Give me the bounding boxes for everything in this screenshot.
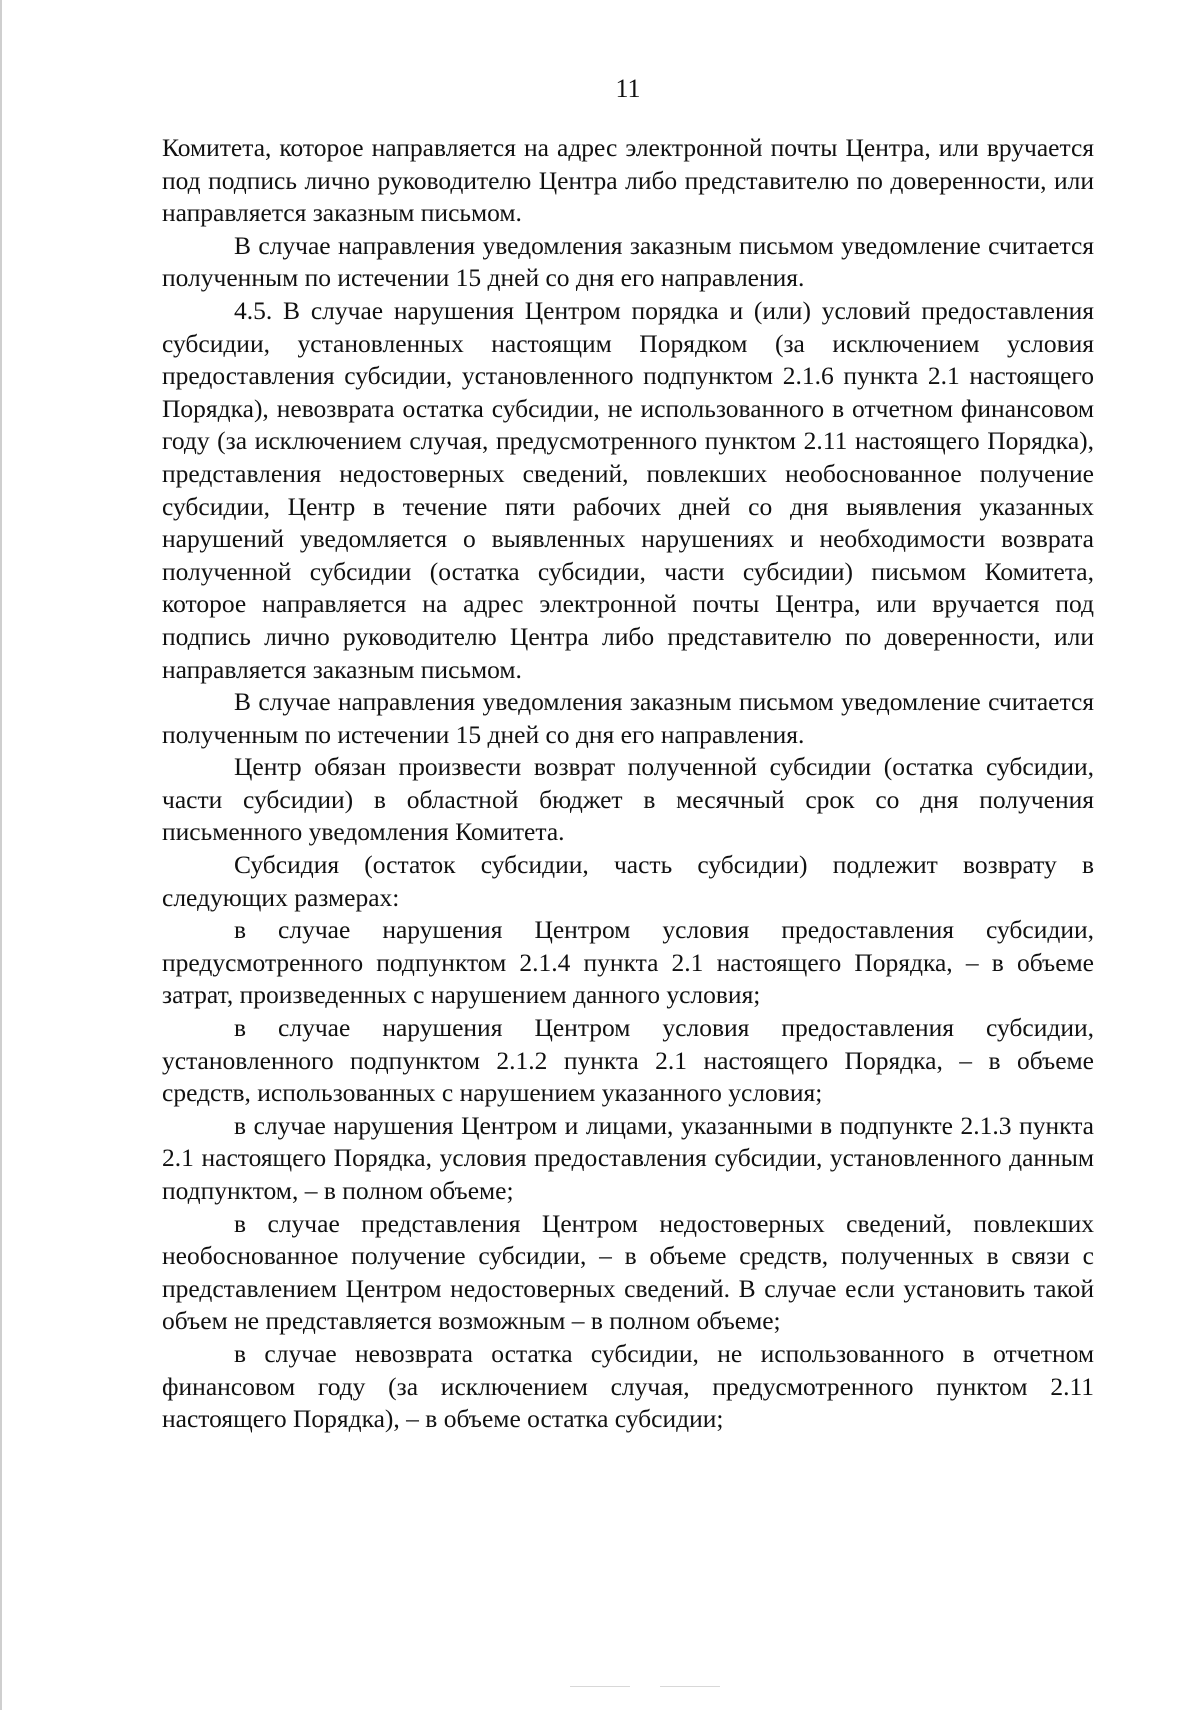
- list-item: в случае нарушения Центром условия предоставления субсидии, установленного подпунктом 2.1.2 пункта 2.1 настоящего Порядка, – в объеме средств, использованных с нарушением указанного условия;: [162, 1013, 1094, 1108]
- paragraph: Субсидия (остаток субсидии, часть субсидии) подлежит возврату в следующих размерах:: [162, 850, 1094, 912]
- list-item: в случае невозврата остатка субсидии, не использованного в отчетном финансовом году (за исключением случая, предусмотренного пунктом 2.11 настоящего Порядка), – в объеме остатка субсидии;: [162, 1338, 1094, 1434]
- footer-rule: [660, 1686, 720, 1687]
- paragraph: В случае направления уведомления заказным письмом уведомление считается полученным по истечении 15 дней со дня его направления.: [162, 687, 1094, 749]
- footer-rule: [570, 1686, 630, 1687]
- paragraph-section-4-5: 4.5. В случае нарушения Центром порядка и (или) условий предоставления субсидии, установленных настоящим Порядком (за исключением условия предоставления субсидии, установленного подпунктом 2.1.6 пункта 2.1 настоящего Порядка), невозврата остатка субсидии, не использованного в отчетном финансовом году (за исключением случая, предусмотренного пунктом 2.11 настоящего Порядка), представления недостоверных сведений, повлекших необоснованное получение субсидии, Центр в течение пяти рабочих дней со дня выявления указанных нарушений уведомляется о выявленных нарушениях и необходимости возврата полученной субсидии (остатка субсидии, части субсидии) письмом Комитета, которое направляется на адрес электронной почты Центра, или вручается под подпись лично руководителю Центра либо представителю по доверенности, или направляется заказным письмом.: [162, 295, 1094, 684]
- paragraph: В случае направления уведомления заказным письмом уведомление считается полученным по истечении 15 дней со дня его направления.: [162, 230, 1094, 293]
- list-item: в случае нарушения Центром и лицами, указанными в подпункте 2.1.3 пункта 2.1 настоящего Порядка, условия предоставления субсидии, установленного данным подпунктом, – в полном объеме;: [162, 1110, 1094, 1205]
- document-body: [162, 132, 1094, 1436]
- paragraph: Центр обязан произвести возврат полученной субсидии (остатка субсидии, части субсидии) в областной бюджет в месячный срок со дня получения письменного уведомления Комитета.: [162, 752, 1094, 847]
- list-item: в случае нарушения Центром условия предоставления субсидии, предусмотренного подпунктом 2.1.4 пункта 2.1 настоящего Порядка, – в объеме затрат, произведенных с нарушением данного условия;: [162, 915, 1094, 1010]
- page-number: 11: [615, 74, 641, 103]
- scan-left-edge: [0, 0, 2, 1710]
- paragraph-continuation: Комитета, которое направляется на адрес электронной почты Центра, или вручается под подпись лично руководителю Центра либо представителю по доверенности, или направляется заказным письмом.: [162, 133, 1094, 228]
- list-item: в случае представления Центром недостоверных сведений, повлекших необоснованное получение субсидии, – в объеме средств, полученных в связи с представлением Центром недостоверных сведений. В случае если установить такой объем не представляется возможным – в полном объеме;: [162, 1208, 1094, 1336]
